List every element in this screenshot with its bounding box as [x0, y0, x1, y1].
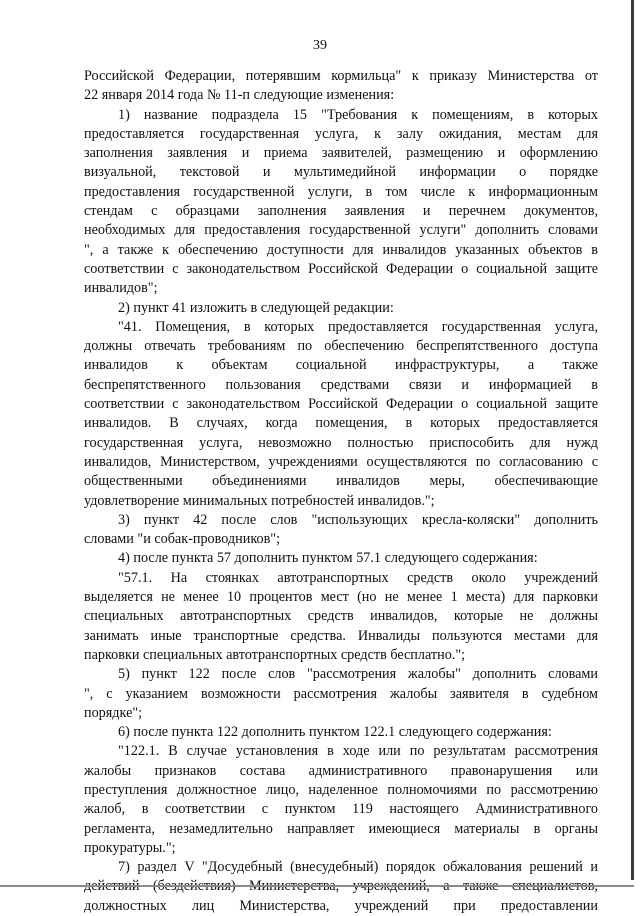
- text-line: инвалидов. В случаях, когда помещения, в которых предоставляется: [84, 415, 598, 432]
- text-line: выделяется не менее 10 процентов мест (но не менее 1 места) для парковки: [84, 589, 598, 606]
- text-line: преступления должностное лицо, наделенное полномочиями по рассмотрению: [84, 781, 598, 798]
- text-line: 2) пункт 41 изложить в следующей редакции:: [118, 299, 394, 316]
- text-line: жалоб, в соответствии с пунктом 119 настоящего Административного: [84, 801, 598, 818]
- text-line: 1) название подраздела 15 "Требования к помещениям, в которых: [118, 106, 598, 123]
- text-line: "122.1. В случае установления в ходе или по результатам рассмотрения: [118, 743, 598, 760]
- text-line: занимать иные транспортные средства. Инвалиды пользуются местами для: [84, 627, 598, 644]
- text-line: парковки специальных автотранспортных средств бесплатно.";: [84, 646, 466, 663]
- text-line: должны отвечать требованиям по обеспечению беспрепятственного доступа: [84, 338, 598, 355]
- text-line: Российской Федерации, потерявшим кормильца" к приказу Министерства от: [84, 68, 598, 84]
- text-line: "57.1. На стоянках автотранспортных средств около учреждений: [118, 569, 598, 586]
- text-line: ", а также к обеспечению доступности для инвалидов указанных объектов в: [84, 241, 598, 258]
- text-line: заполнения заявления и приема заявителей, размещению и оформлению: [84, 145, 598, 162]
- text-line: 7) раздел V "Досудебный (внесудебный) порядок обжалования решений и: [118, 859, 598, 876]
- text-line: словами "и собак-проводников";: [84, 531, 281, 548]
- text-line: инвалидов к объектам социальной инфраструктуры, а также: [84, 357, 598, 374]
- scan-edge-right: [631, 0, 634, 880]
- text-line: визуальной, текстовой и мультимедийной информации о порядке: [84, 164, 598, 181]
- text-line: общественными объединениями инвалидов меры, обеспечивающие: [84, 473, 598, 490]
- scan-edge-bottom: [0, 885, 634, 887]
- text-line: соответствии с законодательством Российской Федерации о социальной защите: [84, 396, 598, 413]
- text-line: "41. Помещения, в которых предоставляется государственная услуга,: [118, 318, 598, 335]
- text-line: [84, 877, 598, 896]
- text-line: предоставляется государственная услуга, к залу ожидания, местам для: [84, 125, 598, 142]
- page-number: 39: [313, 38, 327, 53]
- document-body: [84, 67, 598, 916]
- text-line: регламента, незамедлительно направляет имеющиеся материалы в органы: [84, 820, 598, 837]
- text-line: 22 января 2014 года № 11-п следующие изменения:: [84, 87, 395, 104]
- text-line: предоставления государственной услуги, в том числе к информационным: [84, 183, 598, 200]
- text-line: жалобы признаков состава административного правонарушения или: [84, 762, 598, 779]
- text-line: инвалидов";: [84, 280, 158, 297]
- text-line: стендам с образцами заполнения заявления и перечнем документов,: [84, 203, 598, 220]
- text-line: порядке";: [84, 704, 143, 721]
- text-line: инвалидов, Министерством, учреждениями осуществляются по согласованию с: [84, 453, 598, 470]
- text-line: 4) после пункта 57 дополнить пунктом 57.1 следующего содержания:: [118, 550, 538, 567]
- text-line: 6) после пункта 122 дополнить пунктом 122.1 следующего содержания:: [118, 724, 552, 741]
- text-line: 5) пункт 122 после слов "рассмотрения жалобы" дополнить словами: [118, 666, 598, 683]
- text-line: специальных автотранспортных средств инвалидов, которые не должны: [84, 608, 598, 625]
- text-line: государственная услуга, невозможно полностью приспособить для нужд: [84, 434, 598, 451]
- text-line: необходимых для предоставления государственной услуги" дополнить словами: [84, 222, 598, 239]
- text-line: должностных лиц Министерства, учреждений при предоставлении: [84, 897, 598, 914]
- text-line: удовлетворение минимальных потребностей инвалидов.";: [84, 492, 435, 509]
- text-line: соответствии с законодательством Российской Федерации о социальной защите: [84, 260, 598, 277]
- text-line: прокуратуры.";: [84, 839, 176, 856]
- text-line: беспрепятственного пользования средствами связи и информацией в: [84, 376, 598, 393]
- text-line: 3) пункт 42 после слов "использующих кресла-коляски" дополнить: [118, 511, 598, 528]
- text-line: ", с указанием возможности рассмотрения жалобы заявителя в судебном: [84, 685, 598, 702]
